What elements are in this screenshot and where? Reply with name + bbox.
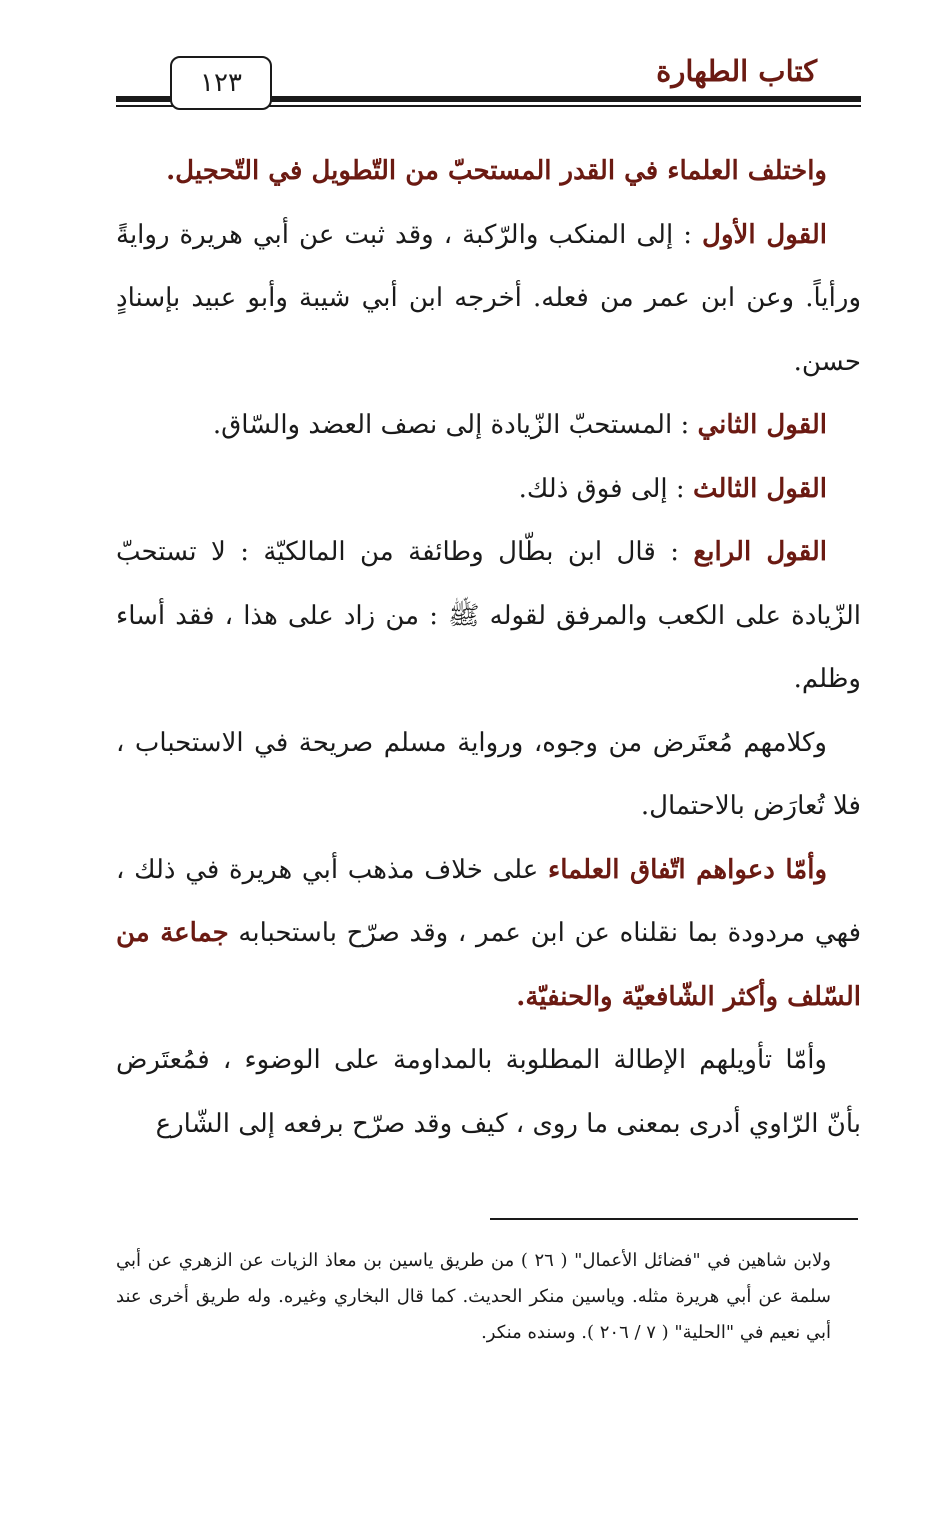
page-header bbox=[116, 52, 861, 112]
page-number: ١٢٣ bbox=[170, 56, 272, 110]
opinion-4-paragraph bbox=[116, 521, 861, 712]
opinion-3-text: : إلى فوق ذلك. bbox=[518, 473, 693, 504]
interpretation-paragraph: وأمّا تأويلهم الإطالة المطلوبة بالمداومة على الوضوء ، فمُعتَرض بأنّ الرّاوي أدرى بمعنى ما روى ، كيف وقد صرّح برفعه إلى الشّارع bbox=[116, 1045, 861, 1139]
opinion-4-text: : قال ابن بطّال وطائفة من المالكيّة : لا تستحبّ الزّيادة على الكعب والمرفق لقوله ﷺ : من زاد على هذا ، فقد أساء وظلم. bbox=[116, 537, 861, 694]
consensus-paragraph bbox=[116, 839, 861, 1030]
consensus-label-2: جماعة من السّلف وأكثر الشّافعيّة والحنفيّة. bbox=[116, 918, 861, 1012]
footnote-divider bbox=[490, 1218, 858, 1220]
intro-heading: واختلف العلماء في القدر المستحبّ من التّطويل في التّحجيل. bbox=[166, 156, 827, 186]
opinion-2-paragraph bbox=[116, 394, 861, 458]
opinion-3-label: القول الثالث bbox=[692, 473, 827, 504]
consensus-label: وأمّا دعواهم اتّفاق العلماء bbox=[547, 854, 827, 885]
consensus-text: على خلاف مذهب أبي هريرة في ذلك ، فهي مردودة بما نقلناه عن ابن عمر ، وقد صرّح باستحبابه bbox=[116, 854, 862, 948]
opinion-1-label: القول الأول bbox=[702, 219, 827, 250]
objection-paragraph: وكلامهم مُعتَرض من وجوه، ورواية مسلم صريحة في الاستحباب ، فلا تُعارَض بالاحتمال. bbox=[116, 727, 861, 821]
opinion-4-label: القول الرابع bbox=[693, 537, 827, 567]
opinion-1-text: : إلى المنكب والرّكبة ، وقد ثبت عن أبي هريرة روايةً ورأياً. وعن ابن عمر من فعله. أخرجه ابن أبي شيبة وأبو عبيد بإسنادٍ حسن. bbox=[116, 219, 861, 377]
chapter-title: كتاب الطهارة bbox=[656, 54, 817, 88]
footnote bbox=[116, 1243, 831, 1351]
opinion-1-paragraph bbox=[116, 204, 861, 395]
opinion-2-label: القول الثاني bbox=[697, 410, 827, 440]
main-text bbox=[116, 140, 861, 1156]
opinion-3-paragraph bbox=[116, 458, 861, 522]
intro-paragraph bbox=[116, 140, 861, 204]
opinion-2-text: : المستحبّ الزّيادة إلى نصف العضد والسّاق. bbox=[212, 410, 698, 440]
footnote-text: ولابن شاهين في "فضائل الأعمال" ( ٢٦ ) من طريق ياسين بن معاذ الزيات عن الزهري عن أبي سلمة عن أبي هريرة مثله. وياسين منكر الحديث. كما قال البخاري وغيره. وله طريق أخرى عند أبي نعيم في "الحلية" ( ٧ / ٢٠٦ ). وسنده منكر. bbox=[116, 1250, 832, 1343]
